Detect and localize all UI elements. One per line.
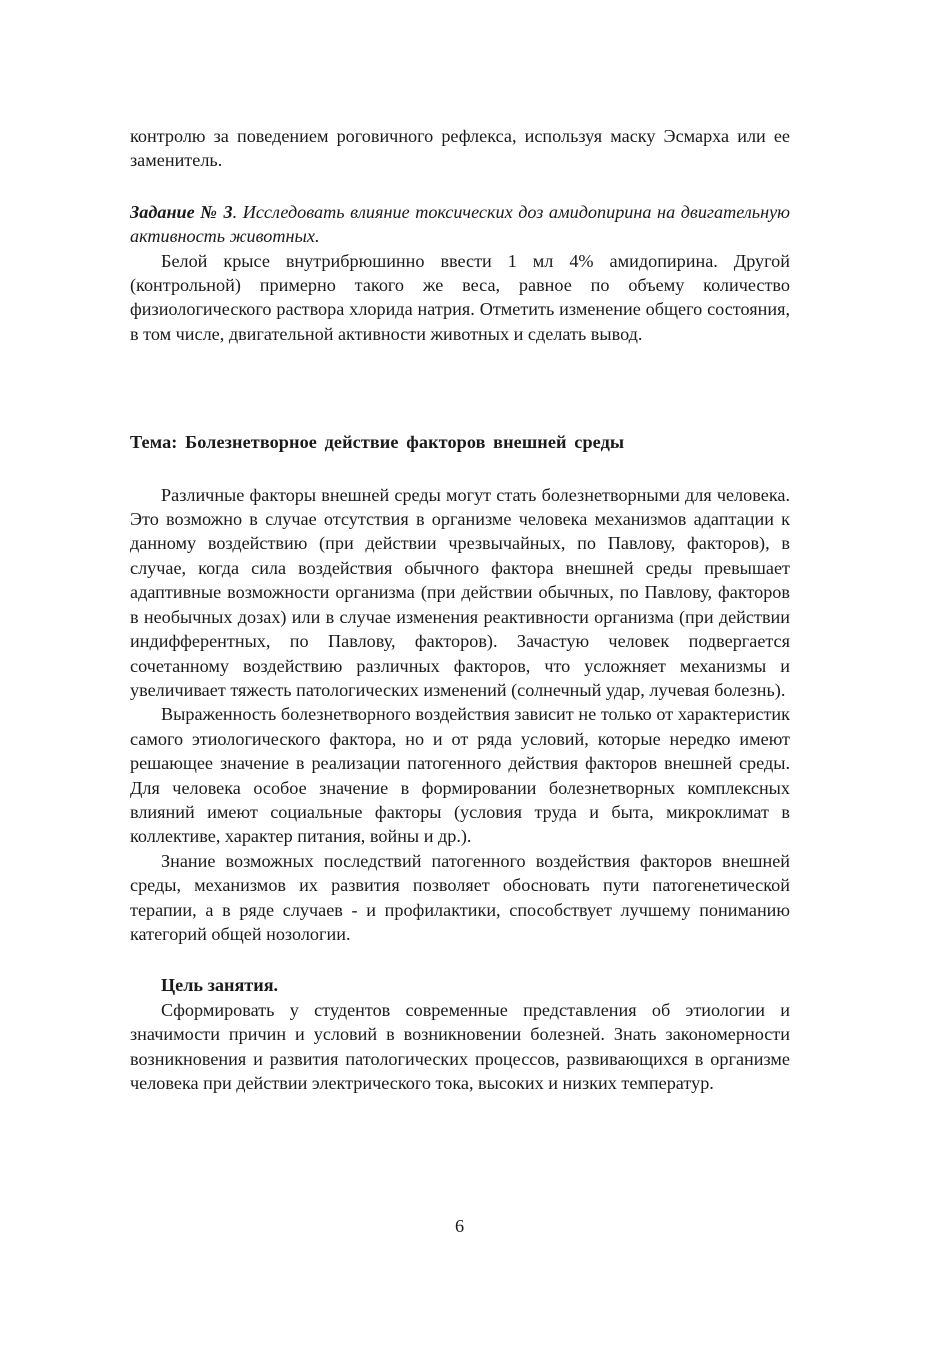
task-3-heading xyxy=(130,200,790,249)
topic-paragraph-3: Знание возможных последствий патогенного воздействия факторов внешней среды, механизмов их развития позволяет обосновать пути патогенетической терапии, а в ряде случаев - и профилактики, способствует лучшему пониманию категорий общей нозологии. xyxy=(130,850,790,944)
goal-heading: Цель занятия. xyxy=(161,975,279,996)
goal-text: Сформировать у студентов современные представления об этиологии и значимости причин и условий в возникновении болезней. Знать закономерности возникновения и развития патологических процессов, развивающихся в организме человека при действии электрического тока, высоких и низких температур. xyxy=(130,999,790,1093)
topic-heading: Тема: Болезнетворное действие факторов внешней среды xyxy=(130,432,625,453)
page-body xyxy=(130,124,790,1095)
task-3-body: Белой крысе внутрибрюшинно ввести 1 мл 4% амидопирина. Другой (контрольной) примерно такого же веса, равное по объему количество физиологического раствора хлорида натрия. Отметить изменение общего состояния, в том числе, двигательной активности животных и сделать вывод. xyxy=(130,250,790,344)
task-3-title: . Исследовать влияние токсических доз амидопирина на двигательную активность животных. xyxy=(130,201,790,247)
task-3-number: Задание № 3 xyxy=(130,201,233,222)
topic-paragraph-1: Различные факторы внешней среды могут стать болезнетворными для человека. Это возможно в случае отсутствия в организме человека механизмов адаптации к данному воздействию (при действии чрезвычайных, по Павлову, факторов), в случае, когда сила воздействия обычного фактора внешней среды превышает адаптивные возможности организма (при действии обычных, по Павлову, факторов в необычных дозах) или в случае изменения реактивности организма (при действии индифферентных, по Павлову, факторов). Зачастую человек подвергается сочетанному воздействию различных факторов, что усложняет механизмы и увеличивает тяжесть патологических изменений (солнечный удар, лучевая болезнь). xyxy=(130,484,790,700)
intro-paragraph: контролю за поведением роговичного рефлекса, используя маску Эсмарха или ее заменитель. xyxy=(130,126,790,171)
page-number: 6 xyxy=(454,1216,465,1236)
topic-paragraph-2: Выраженность болезнетворного воздействия зависит не только от характеристик самого этиологического фактора, но и от ряда условий, которые нередко имеют решающее значение в реализации патогенного действия факторов внешней среды. Для человека особое значение в формировании болезнетворных комплексных влияний имеют социальные факторы (условия труда и быта, микроклимат в коллективе, характер питания, войны и др.). xyxy=(130,704,790,847)
